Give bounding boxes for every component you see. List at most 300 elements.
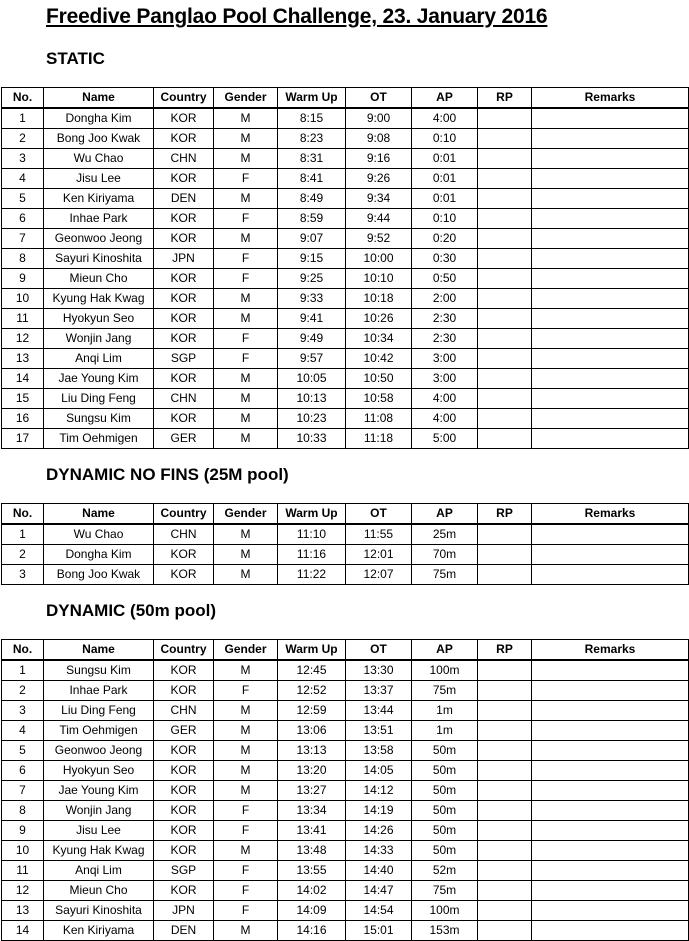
cell-remarks xyxy=(532,861,689,881)
cell-warm-up: 9:15 xyxy=(278,249,346,269)
cell-ot: 13:44 xyxy=(346,701,412,721)
cell-gender: M xyxy=(214,781,278,801)
cell-country: KOR xyxy=(154,821,214,841)
cell-rp xyxy=(478,369,532,389)
cell-gender: M xyxy=(214,741,278,761)
section-heading-dynamic-no-fins: DYNAMIC NO FINS (25M pool) xyxy=(46,465,289,484)
cell-remarks xyxy=(532,169,689,189)
column-header-no: No. xyxy=(2,504,44,525)
cell-remarks xyxy=(532,781,689,801)
cell-no: 8 xyxy=(2,801,44,821)
column-header-remarks: Remarks xyxy=(532,504,689,525)
cell-rp xyxy=(478,129,532,149)
cell-country: KOR xyxy=(154,309,214,329)
cell-warm-up: 9:49 xyxy=(278,329,346,349)
cell-rp xyxy=(478,861,532,881)
cell-no: 2 xyxy=(2,681,44,701)
cell-no: 11 xyxy=(2,309,44,329)
table-row xyxy=(2,565,689,585)
table-row xyxy=(2,721,689,741)
cell-gender: F xyxy=(214,329,278,349)
table-row xyxy=(2,429,689,449)
cell-country: KOR xyxy=(154,209,214,229)
cell-name: Tim Oehmigen xyxy=(44,429,154,449)
cell-ot: 13:37 xyxy=(346,681,412,701)
column-header-name: Name xyxy=(44,504,154,525)
cell-warm-up: 12:45 xyxy=(278,660,346,681)
cell-country: KOR xyxy=(154,761,214,781)
cell-ot: 10:50 xyxy=(346,369,412,389)
column-header-country: Country xyxy=(154,640,214,661)
cell-name: Geonwoo Jeong xyxy=(44,229,154,249)
cell-rp xyxy=(478,545,532,565)
column-header-remarks: Remarks xyxy=(532,88,689,109)
cell-rp xyxy=(478,169,532,189)
column-header-country: Country xyxy=(154,504,214,525)
cell-gender: M xyxy=(214,229,278,249)
cell-ap: 50m xyxy=(412,801,478,821)
column-header-warm-up: Warm Up xyxy=(278,640,346,661)
cell-remarks xyxy=(532,565,689,585)
cell-warm-up: 11:22 xyxy=(278,565,346,585)
column-header-name: Name xyxy=(44,640,154,661)
cell-country: KOR xyxy=(154,801,214,821)
cell-rp xyxy=(478,524,532,545)
cell-country: KOR xyxy=(154,841,214,861)
cell-rp xyxy=(478,741,532,761)
cell-no: 3 xyxy=(2,149,44,169)
cell-name: Geonwoo Jeong xyxy=(44,741,154,761)
table-row xyxy=(2,209,689,229)
cell-ot: 9:00 xyxy=(346,108,412,129)
cell-ot: 12:01 xyxy=(346,545,412,565)
cell-name: Kyung Hak Kwag xyxy=(44,841,154,861)
cell-name: Jae Young Kim xyxy=(44,781,154,801)
cell-warm-up: 10:33 xyxy=(278,429,346,449)
cell-rp xyxy=(478,801,532,821)
cell-name: Inhae Park xyxy=(44,209,154,229)
cell-ap: 2:30 xyxy=(412,329,478,349)
cell-name: Anqi Lim xyxy=(44,349,154,369)
table-header-row xyxy=(2,88,689,109)
table-row xyxy=(2,901,689,921)
cell-name: Sayuri Kinoshita xyxy=(44,249,154,269)
cell-country: KOR xyxy=(154,545,214,565)
cell-remarks xyxy=(532,329,689,349)
cell-ot: 9:34 xyxy=(346,189,412,209)
table-row xyxy=(2,249,689,269)
cell-gender: M xyxy=(214,429,278,449)
cell-warm-up: 10:23 xyxy=(278,409,346,429)
cell-no: 7 xyxy=(2,229,44,249)
cell-country: KOR xyxy=(154,129,214,149)
column-header-ap: AP xyxy=(412,88,478,109)
cell-gender: M xyxy=(214,524,278,545)
cell-ot: 11:18 xyxy=(346,429,412,449)
cell-name: Jisu Lee xyxy=(44,169,154,189)
table-row xyxy=(2,741,689,761)
cell-rp xyxy=(478,108,532,129)
cell-rp xyxy=(478,229,532,249)
cell-ap: 1m xyxy=(412,701,478,721)
cell-rp xyxy=(478,309,532,329)
cell-gender: M xyxy=(214,701,278,721)
cell-remarks xyxy=(532,209,689,229)
cell-name: Inhae Park xyxy=(44,681,154,701)
cell-country: KOR xyxy=(154,741,214,761)
dynamic-no-fins-table xyxy=(1,503,689,585)
cell-ap: 75m xyxy=(412,565,478,585)
cell-rp xyxy=(478,329,532,349)
section-heading-dynamic-50m: DYNAMIC (50m pool) xyxy=(46,601,216,620)
cell-remarks xyxy=(532,108,689,129)
cell-no: 16 xyxy=(2,409,44,429)
cell-gender: F xyxy=(214,881,278,901)
cell-country: JPN xyxy=(154,901,214,921)
column-header-ap: AP xyxy=(412,640,478,661)
cell-gender: F xyxy=(214,801,278,821)
cell-no: 5 xyxy=(2,189,44,209)
cell-remarks xyxy=(532,821,689,841)
cell-country: KOR xyxy=(154,108,214,129)
cell-remarks xyxy=(532,189,689,209)
cell-remarks xyxy=(532,229,689,249)
cell-remarks xyxy=(532,409,689,429)
cell-gender: M xyxy=(214,921,278,941)
cell-ot: 9:08 xyxy=(346,129,412,149)
cell-rp xyxy=(478,565,532,585)
cell-name: Wu Chao xyxy=(44,524,154,545)
cell-country: KOR xyxy=(154,881,214,901)
cell-ap: 70m xyxy=(412,545,478,565)
cell-ap: 2:30 xyxy=(412,309,478,329)
cell-name: Liu Ding Feng xyxy=(44,701,154,721)
cell-warm-up: 10:13 xyxy=(278,389,346,409)
cell-ot: 12:07 xyxy=(346,565,412,585)
cell-name: Jae Young Kim xyxy=(44,369,154,389)
cell-name: Ken Kiriyama xyxy=(44,921,154,941)
cell-ot: 10:10 xyxy=(346,269,412,289)
table-row xyxy=(2,781,689,801)
cell-ot: 14:19 xyxy=(346,801,412,821)
cell-warm-up: 11:10 xyxy=(278,524,346,545)
cell-name: Kyung Hak Kwag xyxy=(44,289,154,309)
column-header-country: Country xyxy=(154,88,214,109)
cell-ot: 14:47 xyxy=(346,881,412,901)
cell-ap: 0:01 xyxy=(412,169,478,189)
cell-gender: M xyxy=(214,149,278,169)
cell-ap: 50m xyxy=(412,821,478,841)
cell-country: SGP xyxy=(154,861,214,881)
cell-ot: 9:26 xyxy=(346,169,412,189)
cell-remarks xyxy=(532,389,689,409)
cell-no: 7 xyxy=(2,781,44,801)
page-title: Freedive Panglao Pool Challenge, 23. January 2016 xyxy=(46,5,548,28)
static-table xyxy=(1,87,689,449)
cell-name: Dongha Kim xyxy=(44,545,154,565)
cell-no: 9 xyxy=(2,821,44,841)
cell-name: Wu Chao xyxy=(44,149,154,169)
cell-gender: M xyxy=(214,660,278,681)
cell-warm-up: 14:02 xyxy=(278,881,346,901)
cell-no: 2 xyxy=(2,545,44,565)
cell-ot: 10:18 xyxy=(346,289,412,309)
cell-country: KOR xyxy=(154,781,214,801)
table-row xyxy=(2,349,689,369)
cell-name: Sungsu Kim xyxy=(44,660,154,681)
cell-no: 9 xyxy=(2,269,44,289)
cell-remarks xyxy=(532,289,689,309)
table-row xyxy=(2,921,689,941)
cell-no: 10 xyxy=(2,289,44,309)
cell-name: Mieun Cho xyxy=(44,269,154,289)
cell-no: 17 xyxy=(2,429,44,449)
cell-country: KOR xyxy=(154,229,214,249)
cell-no: 12 xyxy=(2,329,44,349)
cell-warm-up: 13:34 xyxy=(278,801,346,821)
column-header-gender: Gender xyxy=(214,640,278,661)
cell-name: Dongha Kim xyxy=(44,108,154,129)
cell-country: DEN xyxy=(154,921,214,941)
cell-warm-up: 9:57 xyxy=(278,349,346,369)
cell-country: KOR xyxy=(154,169,214,189)
cell-no: 2 xyxy=(2,129,44,149)
cell-country: GER xyxy=(154,721,214,741)
table-row xyxy=(2,329,689,349)
cell-ap: 0:30 xyxy=(412,249,478,269)
table-row xyxy=(2,841,689,861)
table-row xyxy=(2,660,689,681)
cell-gender: M xyxy=(214,189,278,209)
cell-warm-up: 9:41 xyxy=(278,309,346,329)
cell-rp xyxy=(478,389,532,409)
cell-ap: 0:50 xyxy=(412,269,478,289)
cell-country: KOR xyxy=(154,289,214,309)
cell-no: 1 xyxy=(2,660,44,681)
table-row xyxy=(2,189,689,209)
cell-gender: M xyxy=(214,289,278,309)
table-row xyxy=(2,269,689,289)
cell-name: Bong Joo Kwak xyxy=(44,565,154,585)
cell-ot: 13:51 xyxy=(346,721,412,741)
cell-ap: 50m xyxy=(412,781,478,801)
cell-name: Bong Joo Kwak xyxy=(44,129,154,149)
cell-warm-up: 13:20 xyxy=(278,761,346,781)
cell-warm-up: 8:59 xyxy=(278,209,346,229)
column-header-name: Name xyxy=(44,88,154,109)
cell-no: 3 xyxy=(2,565,44,585)
cell-rp xyxy=(478,209,532,229)
cell-ot: 10:26 xyxy=(346,309,412,329)
cell-country: DEN xyxy=(154,189,214,209)
cell-warm-up: 8:15 xyxy=(278,108,346,129)
cell-warm-up: 13:27 xyxy=(278,781,346,801)
table-row xyxy=(2,229,689,249)
cell-no: 13 xyxy=(2,901,44,921)
cell-no: 4 xyxy=(2,169,44,189)
column-header-gender: Gender xyxy=(214,504,278,525)
cell-ap: 4:00 xyxy=(412,389,478,409)
cell-country: CHN xyxy=(154,149,214,169)
cell-no: 12 xyxy=(2,881,44,901)
cell-rp xyxy=(478,721,532,741)
cell-rp xyxy=(478,781,532,801)
cell-no: 3 xyxy=(2,701,44,721)
cell-remarks xyxy=(532,524,689,545)
cell-warm-up: 8:49 xyxy=(278,189,346,209)
cell-gender: M xyxy=(214,841,278,861)
cell-name: Sayuri Kinoshita xyxy=(44,901,154,921)
cell-country: KOR xyxy=(154,369,214,389)
table-row xyxy=(2,881,689,901)
cell-ap: 100m xyxy=(412,660,478,681)
cell-warm-up: 8:31 xyxy=(278,149,346,169)
cell-ot: 14:12 xyxy=(346,781,412,801)
cell-warm-up: 9:33 xyxy=(278,289,346,309)
cell-name: Wonjin Jang xyxy=(44,329,154,349)
cell-remarks xyxy=(532,921,689,941)
cell-gender: F xyxy=(214,821,278,841)
column-header-warm-up: Warm Up xyxy=(278,504,346,525)
cell-rp xyxy=(478,429,532,449)
cell-remarks xyxy=(532,881,689,901)
table-header-row xyxy=(2,640,689,661)
cell-country: KOR xyxy=(154,681,214,701)
cell-remarks xyxy=(532,269,689,289)
cell-ap: 0:10 xyxy=(412,129,478,149)
cell-rp xyxy=(478,269,532,289)
cell-rp xyxy=(478,189,532,209)
column-header-warm-up: Warm Up xyxy=(278,88,346,109)
cell-ap: 3:00 xyxy=(412,349,478,369)
cell-gender: M xyxy=(214,108,278,129)
cell-no: 15 xyxy=(2,389,44,409)
table-row xyxy=(2,545,689,565)
cell-no: 5 xyxy=(2,741,44,761)
column-header-gender: Gender xyxy=(214,88,278,109)
cell-remarks xyxy=(532,681,689,701)
cell-gender: F xyxy=(214,209,278,229)
cell-gender: M xyxy=(214,129,278,149)
cell-gender: M xyxy=(214,369,278,389)
table-row xyxy=(2,149,689,169)
cell-ap: 50m xyxy=(412,741,478,761)
cell-name: Hyokyun Seo xyxy=(44,761,154,781)
cell-country: CHN xyxy=(154,389,214,409)
cell-no: 8 xyxy=(2,249,44,269)
cell-gender: F xyxy=(214,349,278,369)
cell-no: 6 xyxy=(2,761,44,781)
cell-country: KOR xyxy=(154,409,214,429)
cell-ap: 0:10 xyxy=(412,209,478,229)
column-header-rp: RP xyxy=(478,640,532,661)
cell-warm-up: 13:55 xyxy=(278,861,346,881)
table-row xyxy=(2,861,689,881)
cell-ot: 13:58 xyxy=(346,741,412,761)
cell-name: Liu Ding Feng xyxy=(44,389,154,409)
section-heading-static: STATIC xyxy=(46,49,105,68)
column-header-rp: RP xyxy=(478,88,532,109)
dynamic-50m-table xyxy=(1,639,689,941)
cell-rp xyxy=(478,701,532,721)
cell-ap: 0:01 xyxy=(412,149,478,169)
cell-warm-up: 13:48 xyxy=(278,841,346,861)
cell-ap: 0:01 xyxy=(412,189,478,209)
cell-warm-up: 13:06 xyxy=(278,721,346,741)
cell-country: JPN xyxy=(154,249,214,269)
cell-no: 13 xyxy=(2,349,44,369)
cell-ot: 10:58 xyxy=(346,389,412,409)
table-row xyxy=(2,289,689,309)
cell-no: 14 xyxy=(2,369,44,389)
column-header-ot: OT xyxy=(346,640,412,661)
cell-name: Wonjin Jang xyxy=(44,801,154,821)
cell-gender: M xyxy=(214,309,278,329)
cell-no: 11 xyxy=(2,861,44,881)
table-row xyxy=(2,309,689,329)
cell-remarks xyxy=(532,129,689,149)
cell-country: CHN xyxy=(154,524,214,545)
cell-ap: 153m xyxy=(412,921,478,941)
cell-remarks xyxy=(532,741,689,761)
cell-ap: 4:00 xyxy=(412,409,478,429)
cell-warm-up: 9:07 xyxy=(278,229,346,249)
cell-remarks xyxy=(532,545,689,565)
table-row xyxy=(2,801,689,821)
cell-rp xyxy=(478,921,532,941)
table-header-row xyxy=(2,504,689,525)
cell-ap: 4:00 xyxy=(412,108,478,129)
table-row xyxy=(2,681,689,701)
cell-name: Ken Kiriyama xyxy=(44,189,154,209)
cell-gender: M xyxy=(214,721,278,741)
cell-ot: 9:52 xyxy=(346,229,412,249)
cell-ap: 25m xyxy=(412,524,478,545)
cell-warm-up: 11:16 xyxy=(278,545,346,565)
cell-remarks xyxy=(532,721,689,741)
cell-country: KOR xyxy=(154,565,214,585)
table-row xyxy=(2,369,689,389)
cell-no: 1 xyxy=(2,108,44,129)
column-header-ap: AP xyxy=(412,504,478,525)
table-row xyxy=(2,129,689,149)
cell-rp xyxy=(478,249,532,269)
cell-ap: 0:20 xyxy=(412,229,478,249)
column-header-remarks: Remarks xyxy=(532,640,689,661)
column-header-no: No. xyxy=(2,640,44,661)
cell-country: GER xyxy=(154,429,214,449)
cell-ap: 50m xyxy=(412,841,478,861)
cell-no: 14 xyxy=(2,921,44,941)
cell-ap: 1m xyxy=(412,721,478,741)
cell-gender: M xyxy=(214,545,278,565)
cell-ap: 75m xyxy=(412,881,478,901)
cell-country: KOR xyxy=(154,329,214,349)
cell-ot: 14:05 xyxy=(346,761,412,781)
cell-remarks xyxy=(532,149,689,169)
cell-rp xyxy=(478,409,532,429)
cell-gender: M xyxy=(214,409,278,429)
cell-no: 4 xyxy=(2,721,44,741)
cell-gender: F xyxy=(214,249,278,269)
cell-gender: F xyxy=(214,901,278,921)
cell-rp xyxy=(478,349,532,369)
cell-gender: F xyxy=(214,269,278,289)
cell-gender: F xyxy=(214,681,278,701)
cell-remarks xyxy=(532,701,689,721)
cell-rp xyxy=(478,881,532,901)
cell-remarks xyxy=(532,249,689,269)
